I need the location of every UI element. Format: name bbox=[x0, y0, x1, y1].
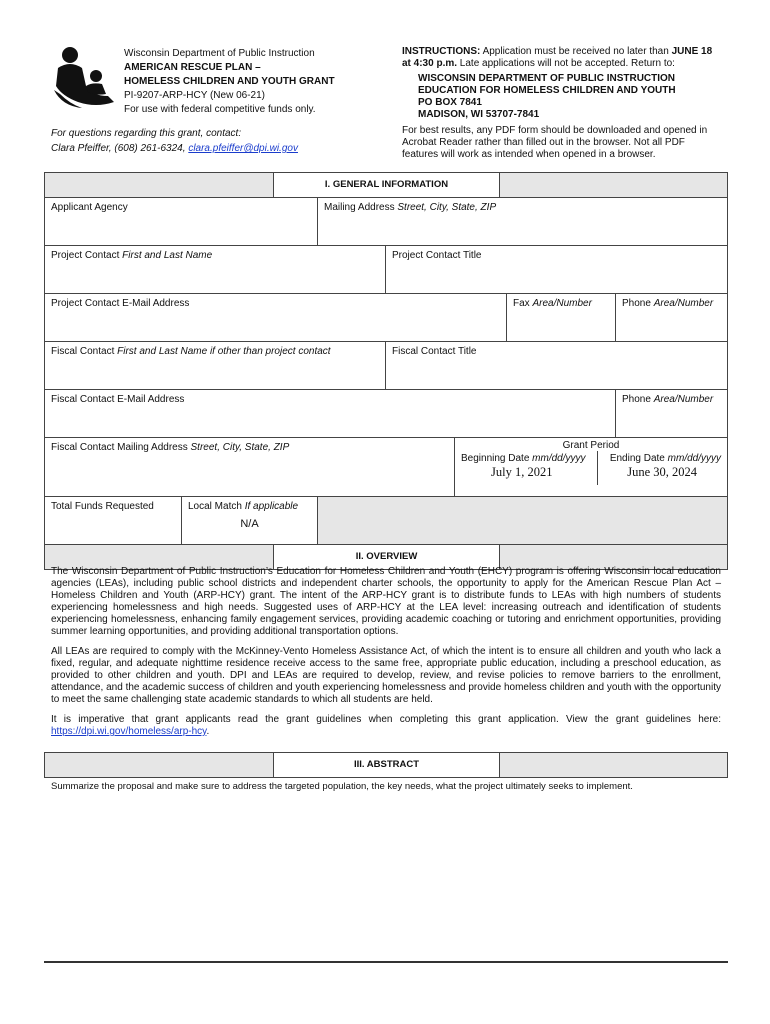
fax-label: Fax bbox=[513, 298, 533, 309]
contact-info bbox=[51, 126, 298, 156]
fiscal-phone-field[interactable] bbox=[616, 390, 727, 437]
abstract-prompt: Summarize the proposal and make sure to address the targeted population, the key needs, what the project ultimately seeks to implement. bbox=[51, 781, 633, 792]
contact-name-phone: Clara Pfeiffer, (608) 261-6324, bbox=[51, 143, 189, 154]
dpi-logo-icon bbox=[52, 46, 118, 110]
fiscal-mailing-address-label: Fiscal Contact Mailing Address bbox=[51, 442, 191, 453]
instructions-text: Application must be received no later than bbox=[480, 46, 672, 57]
fiscal-contact-email-label: Fiscal Contact E-Mail Address bbox=[51, 394, 185, 405]
ending-date-label: Ending Date mm/dd/yyyy bbox=[609, 453, 721, 464]
address-line1: WISCONSIN DEPARTMENT OF PUBLIC INSTRUCTION bbox=[418, 73, 676, 84]
fiscal-contact-email-field[interactable] bbox=[45, 390, 616, 437]
local-match-field[interactable] bbox=[182, 497, 318, 544]
fiscal-phone-label: Phone bbox=[622, 394, 654, 405]
project-contact-email-field[interactable] bbox=[45, 294, 507, 341]
overview-paragraph-1: The Wisconsin Department of Public Instruction’s Education for Homeless Children and Youth (EHCY) program is offering Wisconsin local education agencies (LEAs), including public school districts and independent charter schools, the opportunity to apply for the American Rescue Plan Act – Homeless Children and Youth (ARP-HCY) grant. The intent of the ARP-HCY grant is to distribute funds to LEAs with high numbers of students experiencing homelessness and high needs. Suggested uses of ARP-HCY at the LEA level: increasing outreach and identification of students experiencing homelessness, enhancing family engagement services, providing academic coaching or tutoring and enrichment opportunities, providing summer learning opportunities, and providing additional transportation options. bbox=[51, 566, 721, 637]
fiscal-contact-name-label: Fiscal Contact bbox=[51, 346, 118, 357]
project-contact-email-label: Project Contact E-Mail Address bbox=[51, 298, 190, 309]
section3-header bbox=[45, 753, 727, 777]
row-fiscal-address bbox=[45, 438, 727, 497]
total-funds-field[interactable] bbox=[45, 497, 182, 544]
project-contact-name-field[interactable] bbox=[45, 246, 386, 293]
form-id: PI-9207-ARP-HCY (New 06-21) bbox=[124, 90, 265, 101]
mailing-address-hint: Street, City, State, ZIP bbox=[397, 202, 497, 213]
fiscal-contact-name-hint: First and Last Name if other than project contact bbox=[117, 346, 331, 357]
contact-question: For questions regarding this grant, contact: bbox=[51, 128, 242, 139]
total-funds-label: Total Funds Requested bbox=[51, 501, 154, 512]
local-match-hint: If applicable bbox=[244, 501, 299, 512]
deadline-date: JUNE 18 bbox=[671, 46, 713, 57]
row-project-email bbox=[45, 294, 727, 342]
fax-hint: Area/Number bbox=[532, 298, 592, 309]
section2-title: II. OVERVIEW bbox=[273, 545, 500, 569]
abstract-section bbox=[44, 752, 728, 778]
fiscal-contact-title-field[interactable] bbox=[386, 342, 727, 389]
applicant-agency-field[interactable] bbox=[45, 198, 318, 245]
row-fiscal-email bbox=[45, 390, 727, 438]
fiscal-contact-name-field[interactable] bbox=[45, 342, 386, 389]
general-information-form bbox=[44, 172, 728, 570]
instructions-text-2: Late applications will not be accepted. Return to: bbox=[457, 58, 675, 69]
section3-title: III. ABSTRACT bbox=[273, 753, 500, 777]
fiscal-mailing-address-hint: Street, City, State, ZIP bbox=[190, 442, 290, 453]
row-project-contact bbox=[45, 246, 727, 294]
row-applicant bbox=[45, 198, 727, 246]
mailing-address-label: Mailing Address bbox=[324, 202, 398, 213]
address-line3: PO BOX 7841 bbox=[418, 97, 482, 108]
address-line2: EDUCATION FOR HOMELESS CHILDREN AND YOUTH bbox=[418, 85, 676, 96]
project-contact-name-hint: First and Last Name bbox=[122, 250, 213, 261]
abstract-input-area[interactable] bbox=[44, 796, 728, 956]
ending-date-value[interactable]: June 30, 2024 bbox=[627, 465, 697, 479]
local-match-label: Local Match bbox=[188, 501, 245, 512]
overview-paragraph-2: All LEAs are required to comply with the McKinney-Vento Homeless Assistance Act, of which the intent is to ensure all children and youth who lack a fixed, regular, and adequate nighttime residence receive access to the same free, appropriate public education, including a preschool education, as provided to other children and youth. DPI and LEAs are required to develop, review, and revise policies to remove barriers to the enrollment, attendance, and the academic success of children and youth experiencing homelessness and provide homeless children and youth with the opportunity to meet the same challenging state academic standards to which all students are held. bbox=[51, 646, 721, 705]
phone-hint: Area/Number bbox=[653, 298, 714, 309]
grant-guidelines-link[interactable]: https://dpi.wi.gov/homeless/arp-hcy bbox=[51, 726, 207, 737]
deadline-time: at 4:30 p.m. bbox=[402, 58, 458, 69]
mailing-address-field[interactable] bbox=[318, 198, 727, 245]
fiscal-contact-title-label: Fiscal Contact Title bbox=[392, 346, 477, 357]
project-contact-title-field[interactable] bbox=[386, 246, 727, 293]
department-name: Wisconsin Department of Public Instruction bbox=[124, 48, 315, 59]
overview-text: The Wisconsin Department of Public Instruction’s Education for Homeless Children and Youth (EHCY) program is offering Wisconsin local education agencies (LEAs), including public school districts and independent charter schools, the opportunity to apply for the American Rescue Plan Act – Homeless Children and Youth (ARP-HCY) grant. The intent of the ARP-HCY grant is to distribute funds to LEAs with high numbers of students experiencing homelessness and high needs. Suggested uses of ARP-HCY at the LEA level: increasing outreach and identification of students experiencing homelessness, enhancing family engagement services, providing academic coaching or tutoring and enrichment opportunities, providing summer learning opportunities, and providing additional transportation options. All LEAs are required to comply with the McKinney-Vento Homeless Assistance Act, of which the intent is to ensure all children and youth who lack a fixed, regular, and adequate nighttime residence receive access to the same free, appropriate public education, including a preschool education, as provided to other children and youth. DPI and LEAs are required to develop, review, and revise policies to remove barriers to the enrollment, attendance, and the academic success of children and youth experiencing homelessness and provide homeless children and youth with the opportunity to meet the same challenging state academic standards to which all students are held. It is imperative that grant applicants read the grant guidelines when completing this grant application. View the grant guidelines here: https://dpi.wi.gov/homeless/arp-hcy. bbox=[51, 566, 721, 737]
applicant-agency-label: Applicant Agency bbox=[51, 202, 128, 213]
beginning-date-value[interactable]: July 1, 2021 bbox=[491, 465, 553, 479]
instructions-label: INSTRUCTIONS: bbox=[402, 46, 481, 57]
beginning-date-label: Beginning Date mm/dd/yyyy bbox=[461, 453, 586, 464]
fax-field[interactable] bbox=[507, 294, 616, 341]
grant-period-label: Grant Period bbox=[562, 440, 620, 451]
form-use-note: For use with federal competitive funds only. bbox=[124, 104, 316, 115]
project-contact-name-label: Project Contact bbox=[51, 250, 123, 261]
local-match-value: N/A bbox=[240, 518, 259, 530]
funds-shaded-area bbox=[318, 497, 727, 544]
overview-paragraph-3: It is imperative that grant applicants read the grant guidelines when completing this grant application. View the grant guidelines here: bbox=[51, 714, 721, 725]
section1-title: I. GENERAL INFORMATION bbox=[273, 173, 500, 197]
phone-field[interactable] bbox=[616, 294, 727, 341]
form-title-line2: HOMELESS CHILDREN AND YOUTH GRANT bbox=[124, 76, 335, 87]
fiscal-phone-hint: Area/Number bbox=[653, 394, 714, 405]
row-fiscal-contact bbox=[45, 342, 727, 390]
project-contact-title-label: Project Contact Title bbox=[392, 250, 482, 261]
instructions bbox=[402, 46, 722, 161]
bottom-rule bbox=[44, 961, 728, 963]
row-funds bbox=[45, 497, 727, 545]
grant-period bbox=[455, 438, 727, 496]
address-line4: MADISON, WI 53707-7841 bbox=[418, 109, 540, 120]
pdf-note: For best results, any PDF form should be downloaded and opened in Acrobat Reader rather than filled out in the browser. Not all PDF features will work as intended when opened in a browser. bbox=[402, 125, 708, 160]
fiscal-mailing-address-field[interactable] bbox=[45, 438, 455, 496]
contact-email-link[interactable]: clara.pfeiffer@dpi.wi.gov bbox=[188, 143, 298, 154]
section1-header bbox=[45, 173, 727, 198]
form-header bbox=[124, 47, 335, 117]
form-title-line1: AMERICAN RESCUE PLAN – bbox=[124, 62, 261, 73]
phone-label: Phone bbox=[622, 298, 654, 309]
return-address bbox=[418, 73, 722, 121]
